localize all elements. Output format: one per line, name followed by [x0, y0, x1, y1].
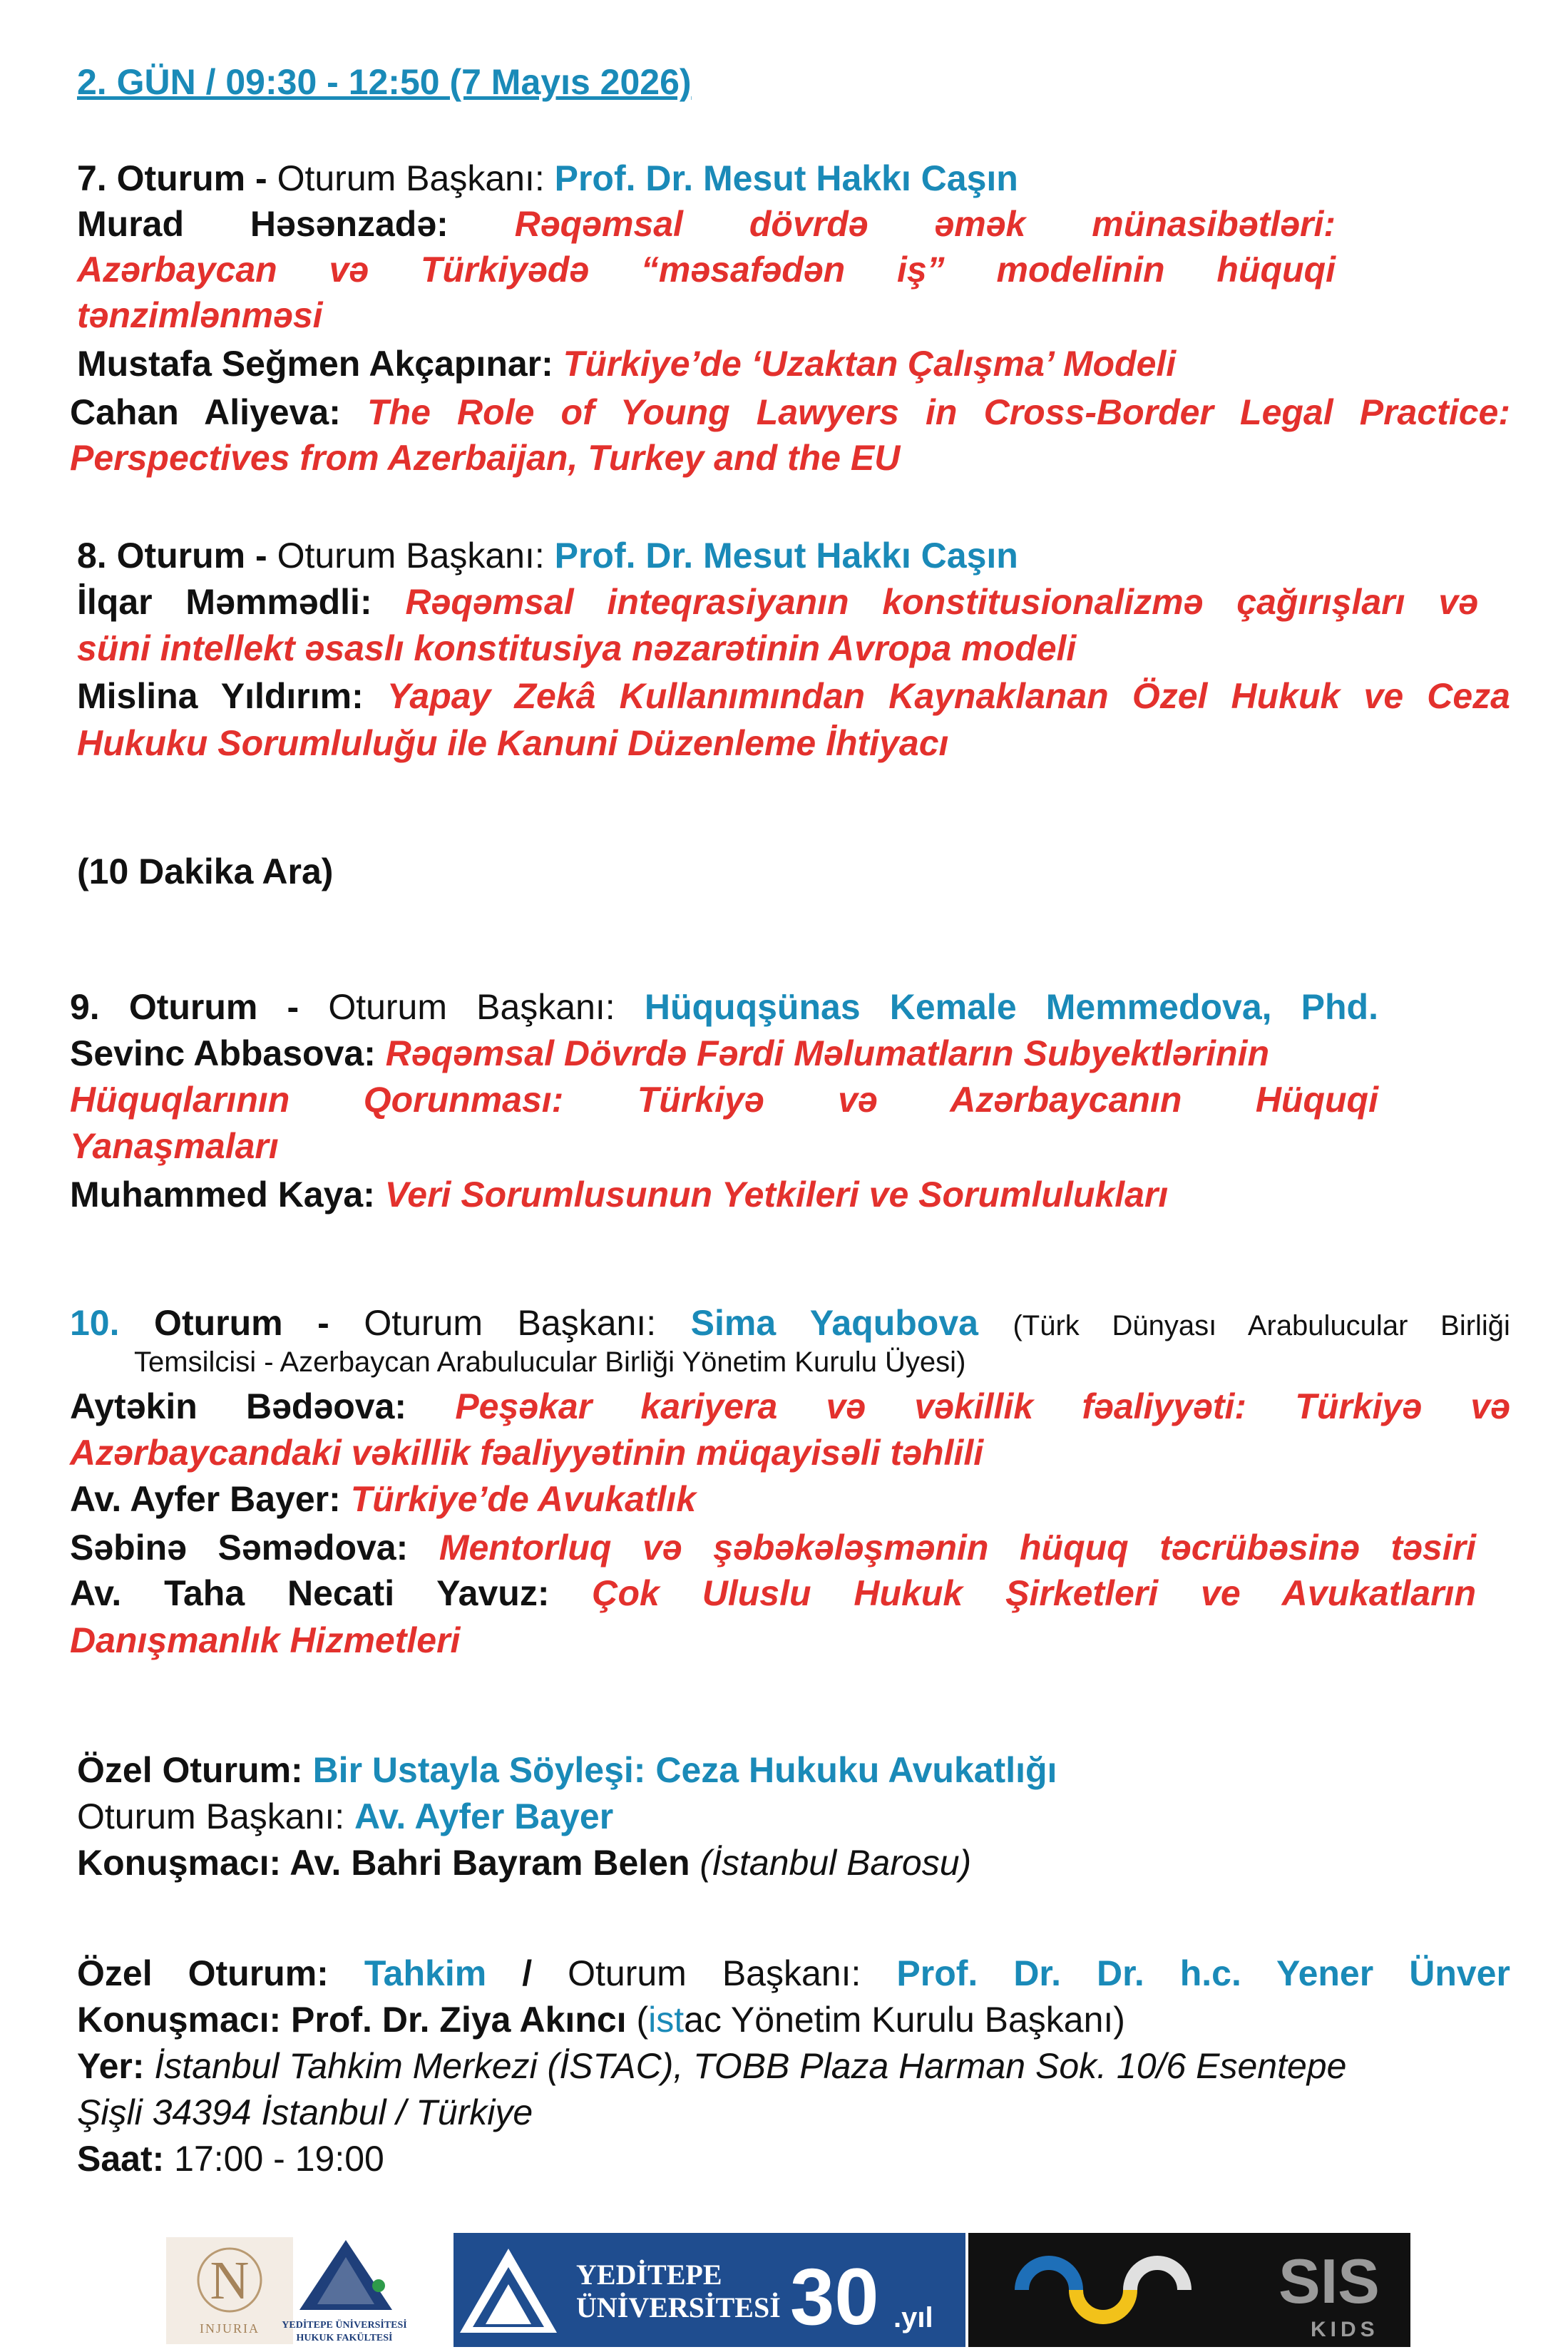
speaker-name: Aytəkin Bədəova: — [70, 1386, 407, 1426]
chair-label: Oturum Başkanı: — [77, 1796, 355, 1836]
presentation-title: Yapay Zekâ Kullanımından Kaynaklanan Özel Hukuk ve Ceza — [386, 676, 1510, 716]
note-open: ( — [636, 2000, 649, 2040]
chair-affiliation-cont: Temsilcisi - Azerbaycan Arabulucular Birliği Yönetim Kurulu Üyesi) — [134, 1346, 966, 1378]
svg-text:30: 30 — [790, 2252, 879, 2341]
presentation-line — [70, 1476, 696, 1522]
speaker-name: Səbinə Səmədova: — [70, 1528, 409, 1568]
presentation-title-cont: Yanaşmaları — [70, 1126, 279, 1166]
presentation-title-cont: Danışmanlık Hizmetleri — [70, 1620, 461, 1660]
presentation-title-cont: Hüquqlarının Qorunması: Türkiyə və Azərbaycanın Hüquqi — [70, 1080, 1378, 1120]
break-note: (10 Dakika Ara) — [77, 852, 334, 891]
presentation-title: Mentorluq və şəbəkələşmənin hüquq təcrübəsinə təsiri — [439, 1528, 1476, 1568]
special-session-1 — [77, 1747, 1057, 1793]
presentation-title-cont: Perspectives from Azerbaijan, Turkey and the EU — [70, 438, 901, 478]
special-title: Bir Ustayla Söyleşi: Ceza Hukuku Avukatlığı — [312, 1750, 1057, 1790]
svg-text:YEDİTEPE: YEDİTEPE — [576, 2259, 722, 2291]
svg-text:INJURIA: INJURIA — [200, 2321, 260, 2336]
chair-name: Prof. Dr. Dr. h.c. Yener Ünver — [896, 1953, 1510, 1993]
presentation-title: Rəqəmsal dövrdə əmək münasibətləri: — [514, 204, 1336, 244]
time-value: 17:00 - 19:00 — [174, 2139, 384, 2179]
speaker-affiliation: ac Yönetim Kurulu Başkanı) — [684, 2000, 1125, 2040]
session-8-header — [77, 533, 1018, 578]
presentation-line — [70, 1525, 1476, 1570]
chair-name: Prof. Dr. Mesut Hakkı Caşın — [554, 536, 1018, 576]
chair-name: Av. Ayfer Bayer — [354, 1796, 614, 1836]
day-heading: 2. GÜN / 09:30 - 12:50 (7 Mayıs 2026) — [77, 62, 692, 102]
session-word: Oturum — [154, 1303, 283, 1343]
chair-name: Prof. Dr. Mesut Hakkı Caşın — [554, 158, 1018, 198]
svg-text:N: N — [210, 2251, 250, 2311]
special-slash: / — [522, 1953, 533, 1993]
presentation-line — [70, 1570, 1476, 1616]
svg-text:HUKUK FAKÜLTESİ: HUKUK FAKÜLTESİ — [296, 2333, 393, 2343]
svg-text:YEDİTEPE ÜNİVERSİTESİ: YEDİTEPE ÜNİVERSİTESİ — [282, 2320, 407, 2331]
law-faculty-logo — [282, 2240, 406, 2343]
chair-label: Oturum Başkanı: — [277, 536, 555, 576]
chair-label: Oturum Başkanı: — [568, 1953, 861, 1993]
svg-text:ÜNİVERSİTESİ: ÜNİVERSİTESİ — [576, 2291, 781, 2323]
presentation-title-cont: süni intellekt əsaslı konstitusiya nəzarətinin Avropa modeli — [77, 628, 1077, 668]
presentation-line — [70, 389, 1510, 435]
presentation-title-cont: Azərbaycandaki vəkillik fəaliyyətinin müqayisəli təhlili — [70, 1433, 984, 1473]
special-speaker — [77, 1840, 971, 1886]
session-dash: - — [287, 987, 299, 1027]
speaker-name: Murad Həsənzadə: — [77, 204, 449, 244]
session-7-header — [77, 155, 1018, 201]
session-dash: - — [317, 1303, 329, 1343]
presentation-title: Veri Sorumlusunun Yetkileri ve Sorumlulukları — [384, 1175, 1169, 1215]
presentation-title: Türkiye’de ‘Uzaktan Çalışma’ Modeli — [563, 344, 1177, 384]
venue-address: İstanbul Tahkim Merkezi (İSTAC), TOBB Plaza Harman Sok. 10/6 Esentepe — [154, 2046, 1347, 2086]
speaker-name: Mislina Yıldırım: — [77, 676, 364, 716]
session-number: 8. Oturum — [77, 536, 246, 576]
special-label: Özel Oturum: — [77, 1953, 329, 1993]
session-10-header — [70, 1300, 1510, 1349]
presentation-line — [77, 579, 1478, 625]
presentation-title-cont: tənzimlənməsi — [77, 295, 323, 335]
special-label: Özel Oturum: — [77, 1750, 313, 1790]
special-chair — [77, 1794, 613, 1839]
speaker-name: Mustafa Seğmen Akçapınar: — [77, 344, 563, 384]
speaker-name: Sevinc Abbasova: — [70, 1033, 376, 1073]
venue-label: Yer: — [77, 2046, 155, 2086]
presentation-line — [77, 673, 1510, 719]
session-dash: - — [245, 158, 277, 198]
chair-name: Sima Yaqubova — [690, 1303, 978, 1343]
speaker-affiliation: (İstanbul Barosu) — [700, 1843, 972, 1883]
session-9-header — [70, 984, 1378, 1030]
presentation-title: Rəqəmsal inteqrasiyanın konstitusionalizmə çağırışları və — [405, 582, 1478, 622]
speaker-name: İlqar Məmmədli: — [77, 582, 372, 622]
venue-address-cont: Şişli 34394 İstanbul / Türkiye — [77, 2092, 533, 2132]
speaker-label: Konuşmacı: Av. Bahri Bayram Belen — [77, 1843, 700, 1883]
special-topic: Tahkim — [364, 1953, 487, 1993]
svg-text:.yıl: .yıl — [893, 2302, 933, 2333]
presentation-title-cont: Azərbaycan və Türkiyədə “məsafədən iş” modelinin hüquqi — [77, 250, 1336, 290]
special-speaker — [77, 1997, 1125, 2042]
presentation-title: Rəqəmsal Dövrdə Fərdi Məlumatların Subyektlərinin — [385, 1033, 1269, 1073]
session-dash: - — [245, 536, 277, 576]
speaker-label: Konuşmacı: Prof. Dr. Ziya Akıncı — [77, 2000, 637, 2040]
chair-label: Oturum Başkanı: — [364, 1303, 657, 1343]
special-session-2 — [77, 1950, 1510, 1996]
istac-brand: ist — [648, 2000, 685, 2040]
time-line — [77, 2136, 384, 2182]
chair-label: Oturum Başkanı: — [277, 158, 555, 198]
presentation-line — [77, 201, 1336, 247]
session-number: 9. Oturum — [70, 987, 258, 1027]
session-number: 10. — [70, 1303, 120, 1343]
presentation-title: The Role of Young Lawyers in Cross-Border Legal Practice: — [367, 392, 1510, 432]
svg-text:KIDS: KIDS — [1311, 2318, 1379, 2341]
presentation-line — [70, 1384, 1510, 1429]
speaker-name: Cahan Aliyeva: — [70, 392, 341, 432]
yeditepe-logo — [454, 2233, 965, 2347]
presentation-title: Türkiye’de Avukatlık — [350, 1479, 697, 1519]
presentation-line — [70, 1031, 1269, 1076]
speaker-name: Muhammed Kaya: — [70, 1175, 385, 1215]
presentation-title: Peşəkar kariyera və vəkillik fəaliyyəti: Türkiyə və — [455, 1386, 1510, 1426]
time-label: Saat: — [77, 2139, 175, 2179]
injuria-logo — [166, 2237, 293, 2344]
presentation-title-cont: Hukuku Sorumluluğu ile Kanuni Düzenleme İhtiyacı — [77, 723, 949, 763]
venue-line — [77, 2043, 1346, 2089]
presentation-line — [77, 341, 1176, 387]
session-number: 7. Oturum — [77, 158, 246, 198]
speaker-name: Av. Taha Necati Yavuz: — [70, 1573, 550, 1613]
presentation-line — [70, 1172, 1168, 1217]
speaker-name: Av. Ayfer Bayer: — [70, 1479, 351, 1519]
sponsor-logos — [166, 2233, 1410, 2347]
svg-text:SIS: SIS — [1279, 2246, 1380, 2316]
chair-name: Hüquqşünas Kemale Memmedova, Phd. — [644, 987, 1378, 1027]
presentation-title: Çok Uluslu Hukuk Şirketleri ve Avukatların — [592, 1573, 1476, 1613]
chair-affiliation: (Türk Dünyası Arabulucular Birliği — [1013, 1310, 1510, 1341]
chair-label: Oturum Başkanı: — [328, 987, 615, 1027]
sis-kids-logo — [968, 2233, 1410, 2347]
